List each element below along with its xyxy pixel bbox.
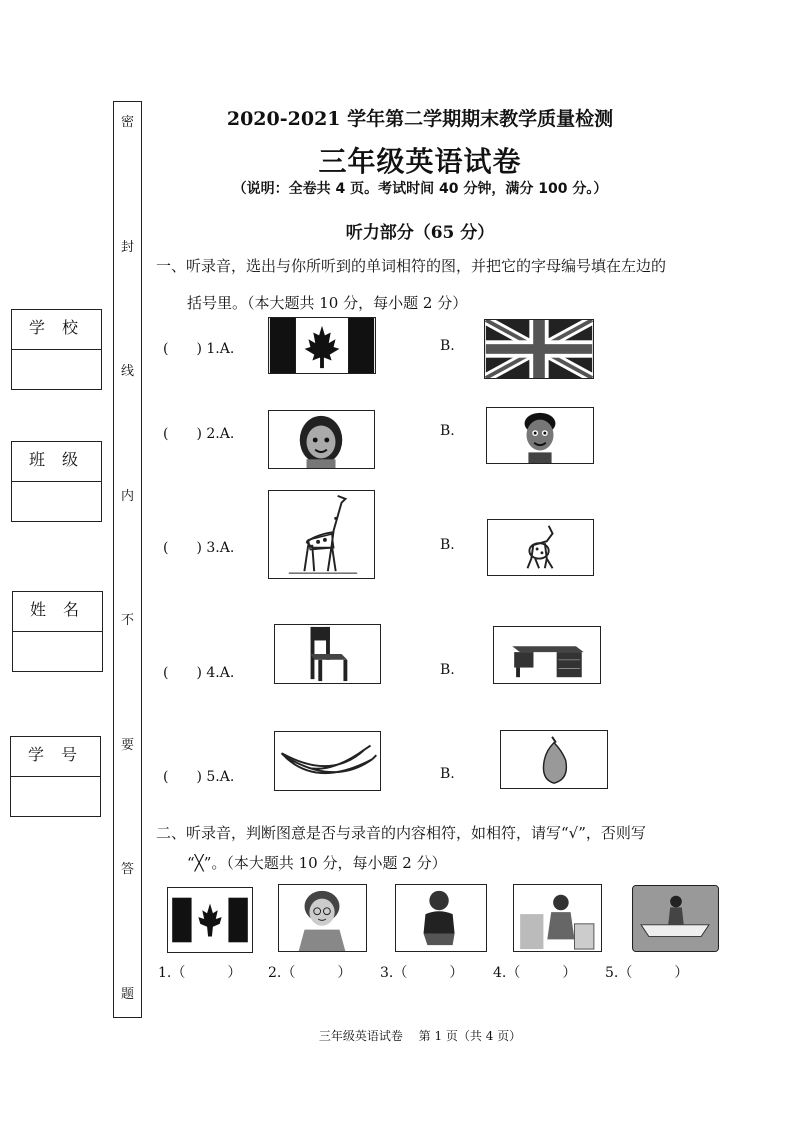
question-number: ( ) 3.A. <box>163 540 235 556</box>
listening-section-title: 听力部分（65 分） <box>345 223 495 243</box>
school-field[interactable] <box>12 350 101 389</box>
option-b-label: B. <box>440 662 455 678</box>
option-b-label: B. <box>440 338 455 354</box>
class-field[interactable] <box>12 482 101 521</box>
girl-face-icon <box>268 410 375 469</box>
part1-instruction-cont: 括号里。（本大题共 10 分，每小题 2 分） <box>187 294 468 312</box>
school-box <box>11 309 102 390</box>
school-label: 学 校 <box>12 310 101 350</box>
option-b-label: B. <box>440 423 455 439</box>
seal-char: 内 <box>120 489 134 504</box>
sitting-boy-icon <box>395 884 487 952</box>
canada-flag-icon <box>268 317 376 374</box>
answer-blank-3[interactable]: 3.（ ） <box>380 965 464 981</box>
question-number: ( ) 2.A. <box>163 426 235 442</box>
class-box <box>11 441 102 522</box>
exam-main-title: 三年级英语试卷 <box>318 145 522 178</box>
uk-flag-icon <box>484 319 594 379</box>
question-number: ( ) 4.A. <box>163 665 235 681</box>
seal-char: 答 <box>120 862 134 877</box>
seal-char: 要 <box>120 738 134 753</box>
name-label: 姓 名 <box>13 592 102 632</box>
name-box <box>12 591 103 672</box>
option-b-label: B. <box>440 537 455 553</box>
answer-blank-4[interactable]: 4.（ ） <box>493 965 577 981</box>
seal-char: 密 <box>120 115 134 130</box>
chair-icon <box>274 624 381 684</box>
seal-char: 不 <box>120 613 134 628</box>
part2-instruction: 二、听录音，判断图意是否与录音的内容相符，如相符，请写“√”，否则写 <box>156 824 646 842</box>
seal-char: 封 <box>120 240 134 255</box>
question-number: ( ) 1.A. <box>163 341 235 357</box>
banana-icon <box>274 731 381 791</box>
page-footer: 三年级英语试卷 第 1 页（共 4 页） <box>318 1029 522 1043</box>
deer-icon <box>487 519 594 576</box>
answer-blank-1[interactable]: 1.（ ） <box>158 965 242 981</box>
girl-with-toys-icon <box>513 884 602 952</box>
question-number: ( ) 5.A. <box>163 769 235 785</box>
boy-face-icon <box>486 407 594 464</box>
seal-char: 线 <box>120 364 134 379</box>
answer-blank-2[interactable]: 2.（ ） <box>268 965 352 981</box>
canada-flag-icon <box>167 887 253 953</box>
answer-blank-5[interactable]: 5.（ ） <box>605 965 689 981</box>
giraffe-icon <box>268 490 375 579</box>
class-label: 班 级 <box>12 442 101 482</box>
seal-char: 题 <box>120 987 134 1002</box>
student-number-label: 学 号 <box>11 737 100 777</box>
part1-instruction: 一、听录音，选出与你所听到的单词相符的图，并把它的字母编号填在左边的 <box>156 257 667 275</box>
seal-line-strip <box>113 101 142 1018</box>
student-number-field[interactable] <box>11 777 100 816</box>
part2-instruction-cont: “╳”。（本大题共 10 分，每小题 2 分） <box>187 854 447 872</box>
grandmother-icon <box>278 884 367 952</box>
desk-icon <box>493 626 601 684</box>
pear-icon <box>500 730 608 789</box>
name-field[interactable] <box>13 632 102 671</box>
exam-year-title: 2020-2021 学年第二学期期末教学质量检测 <box>226 108 614 130</box>
girl-in-boat-icon <box>632 885 719 952</box>
exam-note: （说明：全卷共 4 页。考试时间 40 分钟，满分 100 分。） <box>232 181 608 197</box>
student-number-box <box>10 736 101 817</box>
option-b-label: B. <box>440 766 455 782</box>
